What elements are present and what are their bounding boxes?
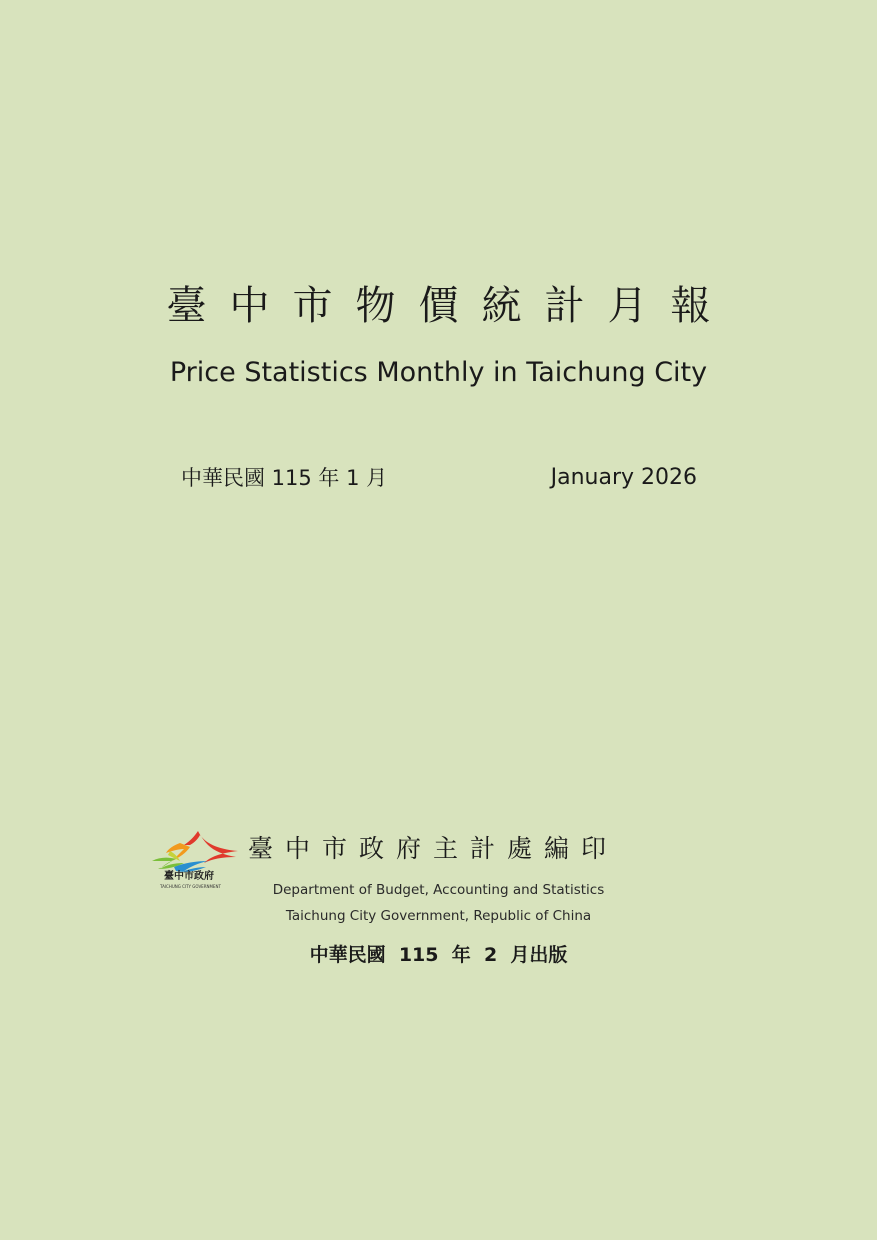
publish-date-zh: 中華民國 115 年 2 月出版: [309, 944, 568, 966]
publisher-name-zh: 臺中市政府主計處編印: [248, 834, 619, 863]
publisher-name-en-line1-row: [0, 880, 877, 900]
report-period-zh: 中華民國 115 年 1 月: [181, 466, 388, 490]
logo-text-zh: 臺中市政府: [164, 871, 214, 882]
report-title-en: Price Statistics Monthly in Taichung City: [169, 357, 708, 388]
report-period-en: January 2026: [550, 465, 697, 490]
publisher-name-en-line2-row: [0, 906, 877, 926]
logo-text-en: TAICHUNG CITY GOVERNMENT: [160, 884, 221, 889]
publisher-name-en-line2: Taichung City Government, Republic of China: [285, 908, 592, 924]
report-title-zh: 臺中市物價統計月報: [166, 283, 734, 329]
publisher-name-en-line1: Department of Budget, Accounting and Statistics: [272, 882, 605, 898]
